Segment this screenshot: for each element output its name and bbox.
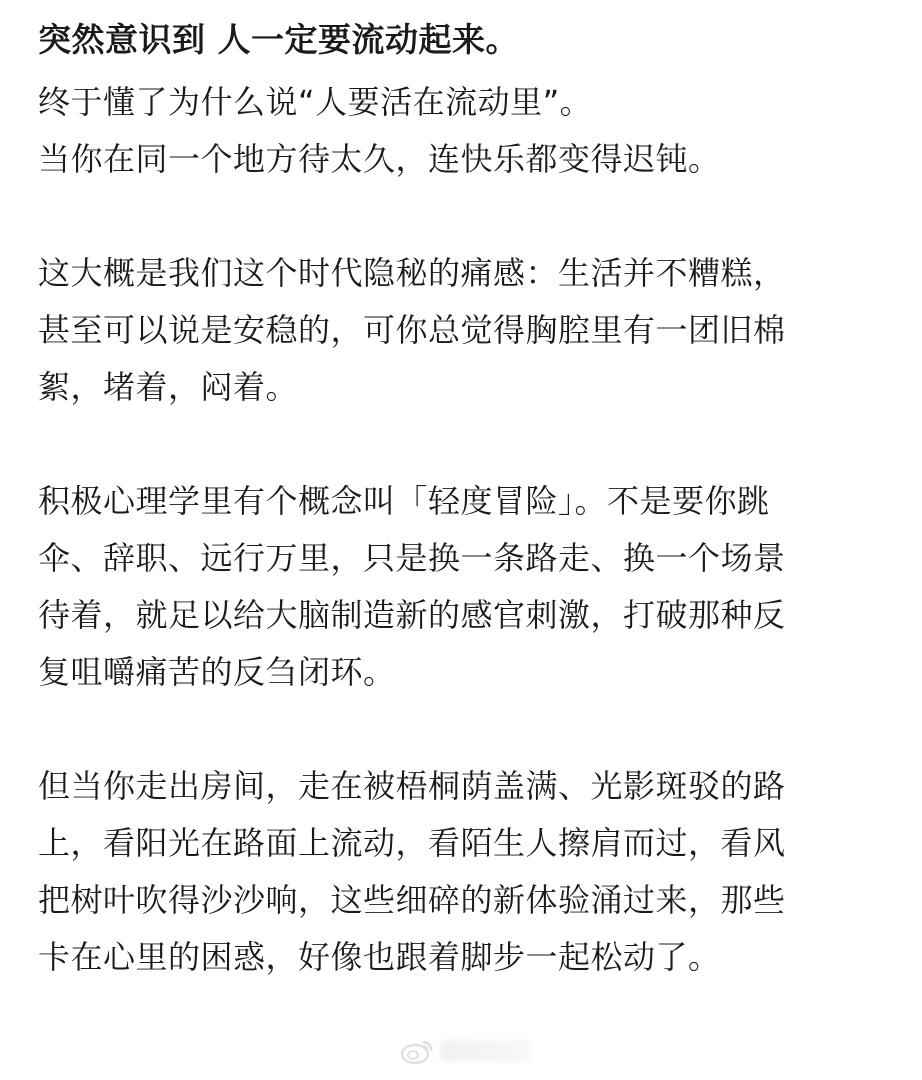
watermark <box>400 1038 530 1064</box>
paragraph-line: 把树叶吹得沙沙响，这些细碎的新体验涌过来，那些 <box>38 881 786 919</box>
paragraph-2 <box>38 245 898 416</box>
paragraph-line: 上，看阳光在路面上流动，看陌生人擦肩而过，看风 <box>38 824 786 862</box>
paragraph-line: 当你在同一个地方待太久，连快乐都变得迟钝。 <box>38 140 721 178</box>
watermark-handle-blurred <box>440 1040 530 1062</box>
paragraph-line: 这大概是我们这个时代隐秘的痛感：生活并不糟糕， <box>38 254 786 292</box>
post-title: 突然意识到 人一定要流动起来。 <box>38 20 519 59</box>
paragraph-line: 絮，堵着，闷着。 <box>38 368 299 406</box>
paragraph-line: 卡在心里的困惑，好像也跟着脚步一起松动了。 <box>38 938 721 976</box>
paragraph-line: 伞、辞职、远行万里，只是换一条路走、换一个场景 <box>38 539 786 577</box>
paragraph-line: 终于懂了为什么说“人要活在流动里”。 <box>38 83 593 121</box>
paragraph-line: 积极心理学里有个概念叫「轻度冒险」。不是要你跳 <box>38 482 770 520</box>
weibo-logo-icon <box>400 1038 434 1064</box>
post-body <box>38 18 898 1043</box>
paragraph-line: 待着，就足以给大脑制造新的感官刺激，打破那种反 <box>38 596 786 634</box>
paragraph-3 <box>38 473 898 701</box>
paragraph-line: 甚至可以说是安稳的，可你总觉得胸腔里有一团旧棉 <box>38 311 786 349</box>
paragraph-1 <box>38 74 898 188</box>
paragraph-4 <box>38 758 898 986</box>
paragraph-line: 复咀嚼痛苦的反刍闭环。 <box>38 653 396 691</box>
paragraph-line: 但当你走出房间，走在被梧桐荫盖满、光影斑驳的路 <box>38 767 786 805</box>
